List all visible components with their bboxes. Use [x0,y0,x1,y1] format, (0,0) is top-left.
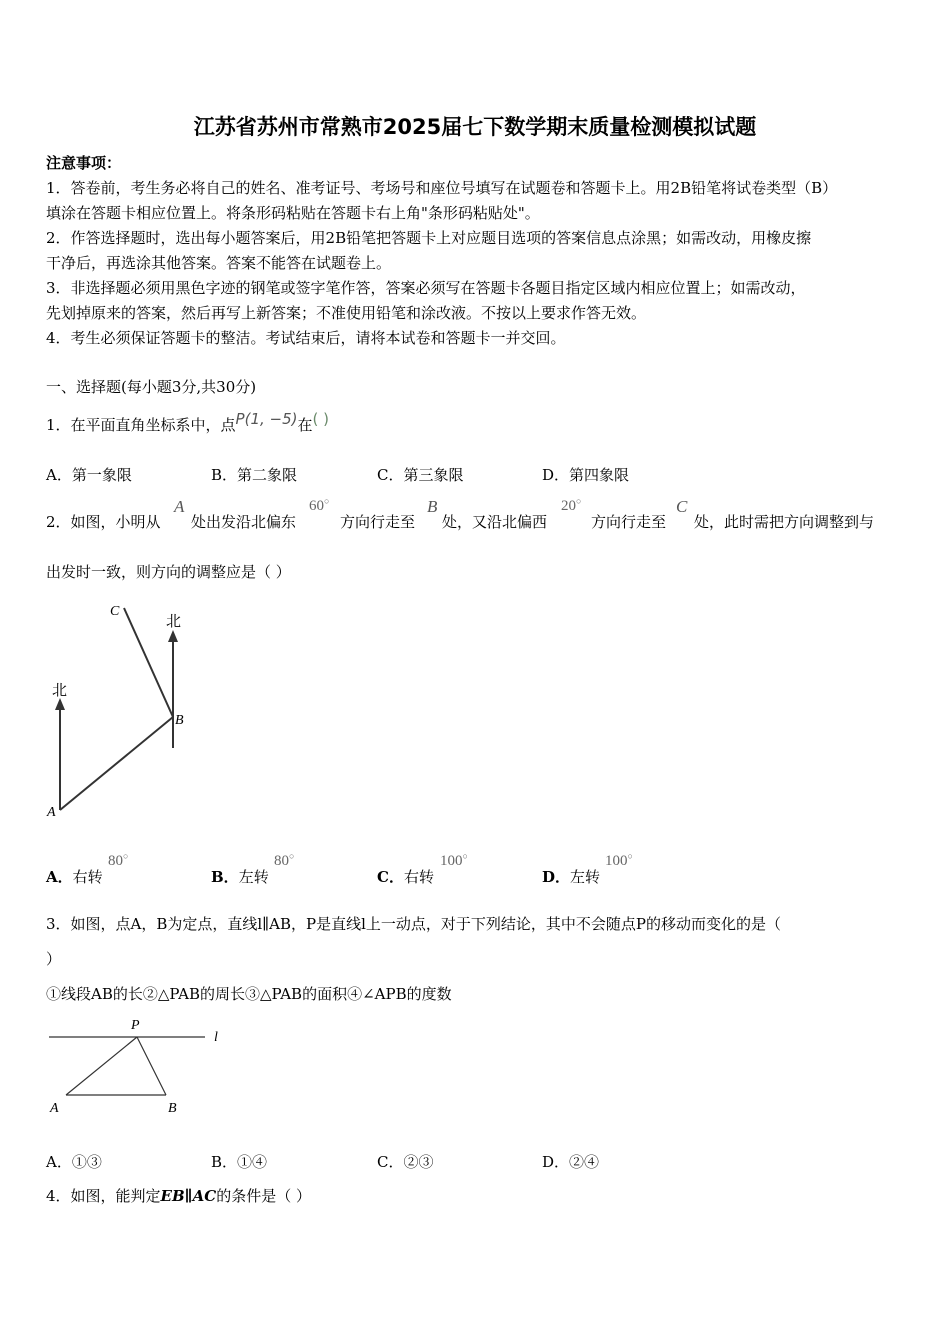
section-heading: 一、选择题(每小题3分,共30分) [46,378,257,396]
q2-option-a-angle: 80○ [108,851,129,869]
option-text: 右转 [72,868,103,886]
segment-pa [66,1037,137,1095]
q1-point: P(1, −5) [235,410,298,428]
q3-line-1: 3．如图，点A，B为定点，直线l∥AB，P是直线l上一动点，对于下列结论，其中不会随点P的移动而变化的是（ [46,915,781,933]
q1-option-a[interactable]: A．第一象限 [46,466,132,484]
notice-line: 1．答卷前，考生务必将自己的姓名、准考证号、考场号和座位号填写在试题卷和答题卡上。用2B铅笔将试卷类型（B） [46,179,838,197]
fig-label-b: B [175,713,184,728]
notice-heading: 注意事项： [46,154,122,172]
fig3-label-p: P [131,1018,140,1033]
option-letter: B． [211,868,239,886]
page-title: 江苏省苏州市常熟市2025届七下数学期末质量检测模拟试题 [193,115,757,139]
option-deg: 100 [605,853,628,869]
notice-line: 填涂在答题卡相应位置上。将条形码粘贴在答题卡右上角"条形码粘贴处"。 [46,204,540,222]
notice-line: 先划掉原来的答案，然后再写上新答案；不准使用铅笔和涂改液。不按以上要求作答无效。 [46,304,647,322]
q2-deg-60: 60 [309,498,324,514]
option-deg: 100 [440,853,463,869]
q4-prefix: 4．如图，能判定 [46,1187,161,1205]
option-text: 左转 [570,868,601,886]
q2-option-d[interactable] [542,866,600,887]
q2-text-1: 2．如图，小明从 [46,513,161,531]
option-letter: D． [542,868,571,886]
option-text: 左转 [238,868,269,886]
q2-var-c: C [676,497,688,516]
fig-label-a: A [47,805,56,820]
q2-option-c-angle: 100○ [440,851,468,869]
option-deg: 80 [108,853,123,869]
arrowhead-a [55,698,65,710]
q3-option-a[interactable]: A．①③ [46,1153,102,1171]
q2-option-a[interactable] [46,866,103,887]
q2-text-6: 处，此时需把方向调整到与 [694,513,875,531]
option-letter: A． [46,868,73,886]
q4-suffix: 的条件是（ ） [216,1187,311,1205]
q2-text-3: 方向行走至 [340,513,416,531]
q2-var-a: A [174,497,185,516]
question-4 [46,1185,311,1206]
q1-prefix: 1．在平面直角坐标系中，点 [46,416,236,434]
q2-option-b-angle: 80○ [274,851,295,869]
q1-paren: ( ) [312,410,329,428]
option-deg: 80 [274,853,289,869]
notice-line: 3．非选择题必须用黑色字迹的钢笔或签字笔作答，答案必须写在答题卡各题目指定区域内相应位置上；如需改动， [46,279,806,297]
q3-option-c[interactable]: C．②③ [377,1153,434,1171]
fig3-label-a: A [50,1101,59,1116]
segment-ab [60,717,173,810]
fig-label-c: C [110,604,120,619]
q2-angle-20: 20○ [561,496,582,514]
q3-line-3: ①线段AB的长②△PAB的周长③△PAB的面积④∠APB的度数 [46,985,452,1003]
q2-text-2: 处出发沿北偏东 [191,513,297,531]
north-label-2: 北 [166,612,182,630]
fig3-label-l: l [214,1030,218,1045]
q2-angle-60: 60○ [309,496,330,514]
q1-option-d[interactable]: D．第四象限 [542,466,630,484]
segment-pb [137,1037,166,1095]
north-label-1: 北 [52,681,68,699]
q2-deg-20: 20 [561,498,576,514]
notice-line: 4．考生必须保证答题卡的整洁。考试结束后，请将本试卷和答题卡一并交回。 [46,329,566,347]
q2-var-b: B [427,497,438,516]
q2-text-line2: 出发时一致，则方向的调整应是（ ） [46,563,291,581]
notice-line: 干净后，再选涂其他答案。答案不能答在试题卷上。 [46,254,392,272]
q1-option-c[interactable]: C．第三象限 [377,466,464,484]
q2-text-5: 方向行走至 [591,513,667,531]
q1-suffix: 在 [297,416,313,434]
fig3-label-b: B [168,1101,177,1116]
q2-text-4: 处，又沿北偏西 [442,513,548,531]
option-letter: C． [377,868,404,886]
notice-line: 2．作答选择题时，选出每小题答案后，用2B铅笔把答题卡上对应题目选项的答案信息点涂黑；如需改动，用橡皮擦 [46,229,812,247]
arrowhead-b [168,630,178,642]
q2-option-c[interactable] [377,866,434,887]
q2-option-b[interactable] [211,866,269,887]
q3-line-2: ） [46,950,62,968]
q3-option-d[interactable]: D．②④ [542,1153,600,1171]
q3-option-b[interactable]: B．①④ [211,1153,268,1171]
q2-option-d-angle: 100○ [605,851,633,869]
q1-option-b[interactable]: B．第二象限 [211,466,298,484]
q4-expr: EB∥AC [160,1187,217,1205]
option-text: 右转 [403,868,434,886]
